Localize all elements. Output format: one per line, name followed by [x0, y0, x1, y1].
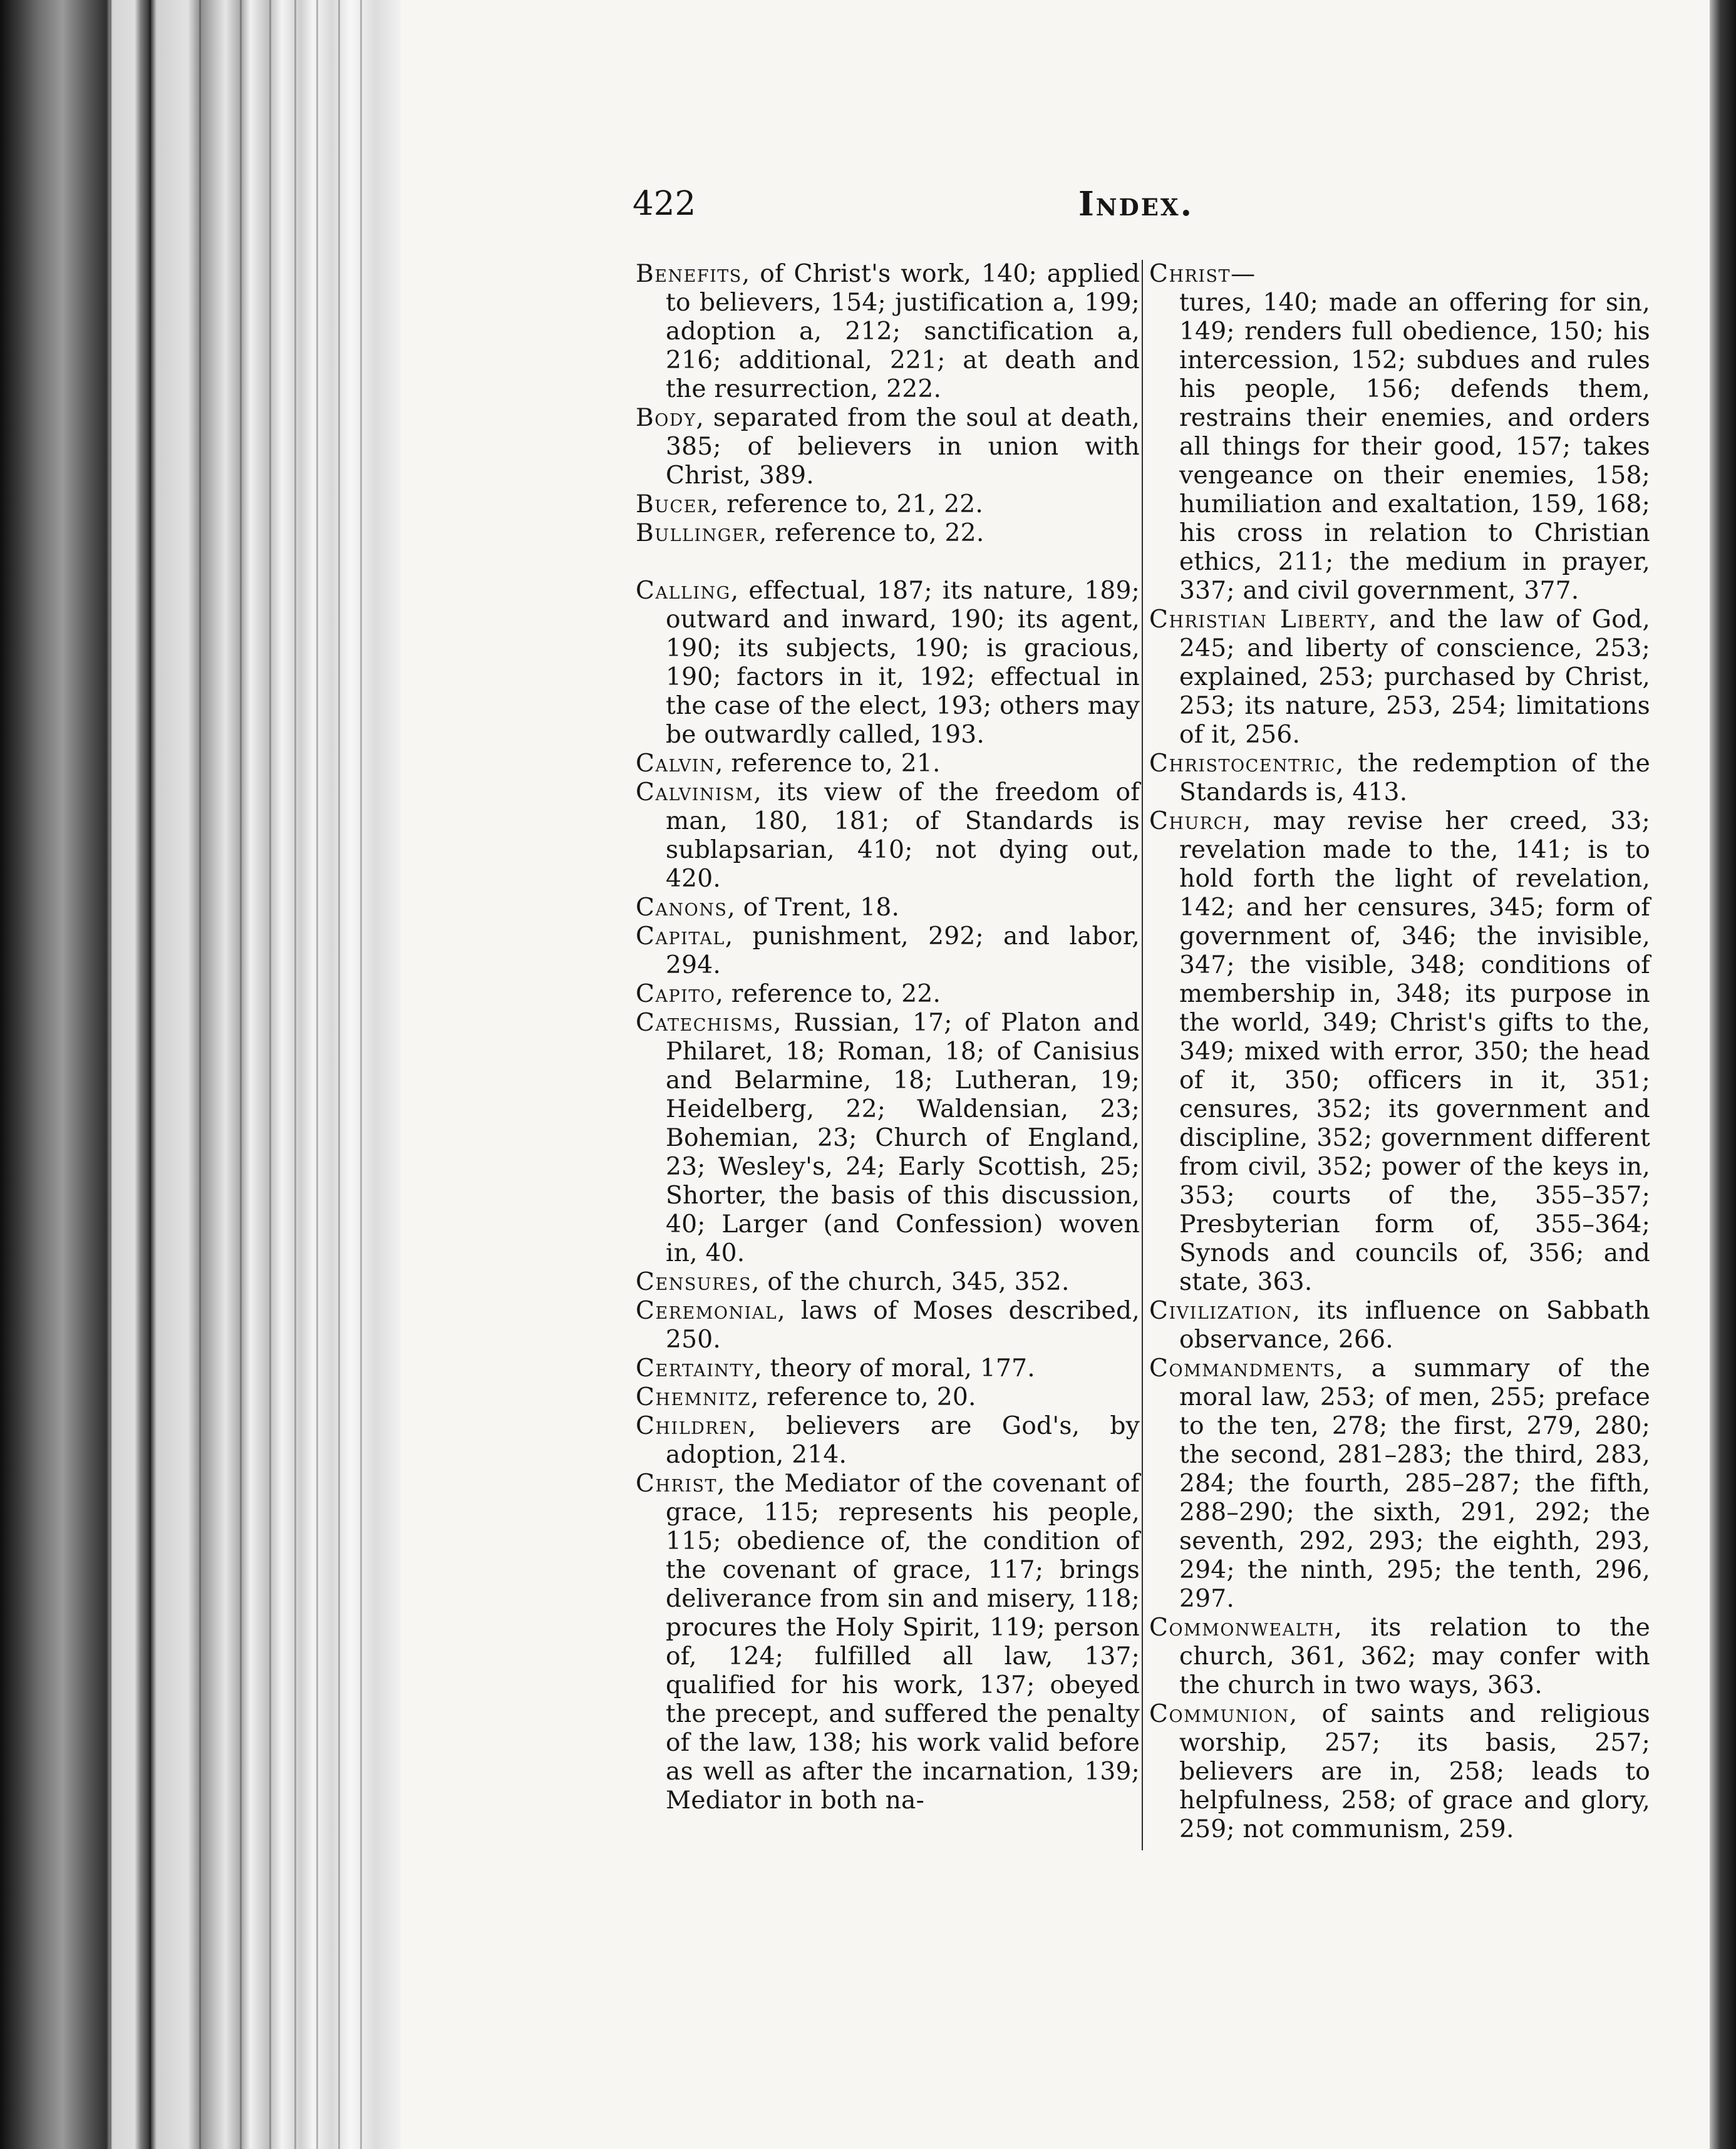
index-heading: Chemnitz	[636, 1383, 751, 1411]
index-entry	[1149, 1700, 1650, 1844]
index-heading: Christocentric	[1149, 750, 1336, 778]
index-entry	[636, 1354, 1140, 1383]
index-references: , reference to, 22.	[715, 980, 941, 1008]
index-entry	[636, 980, 1140, 1009]
index-entry	[1149, 1297, 1650, 1354]
index-entry	[636, 404, 1140, 490]
book-page-edges	[0, 0, 401, 2149]
index-heading: Ceremonial	[636, 1297, 778, 1325]
index-heading: Calvinism	[636, 778, 754, 807]
index-heading: Civilization	[1149, 1297, 1293, 1325]
running-head: Index.	[1078, 185, 1194, 224]
index-heading: Catechisms	[636, 1009, 774, 1037]
index-heading: Bucer	[636, 490, 711, 518]
index-references: , believers are God's, by adoption, 214.	[666, 1412, 1140, 1469]
index-references: , a summary of the moral law, 253; of men, 255; preface to the ten, 278; the first, 279, 280; the second, 281–283; the third, 283, 284; the fourth, 285–287; the fifth, 288–290; the sixth, 291, 292; the seventh, 292, 293; the eighth, 293, 294; the ninth, 295; the tenth, 296, 297.	[1179, 1354, 1650, 1613]
index-references: , Russian, 17; of Platon and Philaret, 18; Roman, 18; of Canisius and Belarmine, 18; Lutheran, 19; Heidelberg, 22; Waldensian, 23; Bohemian, 23; Church of England, 23; Wesley's, 24; Early Scottish, 25; Shorter, the basis of this discussion, 40; Larger (and Confession) woven in, 40.	[666, 1009, 1140, 1267]
page-number: 422	[633, 185, 696, 223]
index-entry	[636, 519, 1140, 548]
index-references: , reference to, 21.	[715, 750, 941, 778]
index-entry	[636, 778, 1140, 894]
index-references: , punishment, 292; and labor, 294.	[666, 922, 1140, 979]
index-references: , its relation to the church, 361, 362; may confer with the church in two ways, 363.	[1179, 1614, 1650, 1699]
page-gutter-shadow	[1710, 0, 1736, 2149]
index-entry	[636, 1470, 1140, 1815]
index-references: , reference to, 20.	[750, 1383, 976, 1411]
index-references: , of saints and religious worship, 257; its basis, 257; believers are in, 258; leads to helpfulness, 258; of grace and glory, 259; not communism, 259.	[1179, 1700, 1650, 1843]
index-heading: Body	[636, 404, 696, 432]
index-heading: Capital	[636, 922, 725, 951]
index-entry	[636, 1009, 1140, 1268]
index-references: , theory of moral, 177.	[754, 1354, 1035, 1383]
index-heading: Bullinger	[636, 519, 759, 547]
index-heading: Communion	[1149, 1700, 1289, 1728]
index-entry	[1149, 606, 1650, 750]
index-entry	[636, 577, 1140, 750]
index-references: , laws of Moses described, 250.	[666, 1297, 1140, 1354]
index-entry	[636, 922, 1140, 980]
index-references: , the redemption of the Standards is, 413.	[1179, 750, 1650, 807]
index-heading: Calling	[636, 577, 731, 605]
page-header	[633, 185, 1196, 235]
index-references: , its view of the freedom of man, 180, 181; of Standards is sublapsarian, 410; not dying out, 420.	[666, 778, 1140, 893]
index-heading: Canons	[636, 894, 728, 922]
index-entry	[636, 1383, 1140, 1412]
index-entry	[1149, 1614, 1650, 1700]
entry-gap	[636, 548, 1140, 577]
index-entry	[1149, 260, 1650, 289]
index-heading: Censures	[636, 1268, 752, 1296]
index-entry	[636, 490, 1140, 519]
index-entry	[1149, 750, 1650, 807]
column-divider	[1142, 260, 1143, 1850]
index-references: , of the church, 345, 352.	[752, 1268, 1070, 1296]
index-references: , the Mediator of the covenant of grace, 115; represents his people, 115; obedience of, the condition of the covenant of grace, 117; brings deliverance from sin and misery, 118; procures the Holy Spirit, 119; person of, 124; fulfilled all law, 137; qualified for his work, 137; obeyed the precept, and suffered the penalty of the law, 138; his work valid before as well as after the incarnation, 139; Mediator in both na-	[666, 1470, 1140, 1815]
index-heading: Commonwealth	[1149, 1614, 1335, 1642]
index-entry	[1149, 1354, 1650, 1614]
index-references: , separated from the soul at death, 385; of believers in union with Christ, 389.	[666, 404, 1140, 490]
index-heading: Capito	[636, 980, 716, 1008]
index-entry	[636, 1412, 1140, 1470]
index-column-right	[1149, 260, 1650, 1844]
index-heading: Christ—	[1149, 260, 1256, 288]
index-column-left	[636, 260, 1140, 1815]
index-entry	[636, 260, 1140, 404]
index-references: , and the law of God, 245; and liberty of conscience, 253; explained, 253; purchased by Christ, 253; its nature, 253, 254; limitations of it, 256.	[1179, 606, 1650, 749]
index-references: , of Christ's work, 140; applied to believers, 154; justification a, 199; adoption a, 212; sanctification a, 216; additional, 221; at death and the resurrection, 222.	[666, 260, 1140, 403]
index-heading: Commandments	[1149, 1354, 1336, 1383]
index-references: , its influence on Sabbath observance, 266.	[1179, 1297, 1650, 1354]
index-references: , of Trent, 18.	[727, 894, 900, 922]
index-references: , reference to, 21, 22.	[710, 490, 983, 518]
index-continuation: tures, 140; made an offering for sin, 149; renders full obedience, 150; his intercession, 152; subdues and rules his people, 156; defends them, restrains their enemies, and orders all things for their good, 157; takes vengeance on their enemies, 158; humiliation and exaltation, 159, 168; his cross in relation to Christian ethics, 211; the medium in prayer, 337; and civil government, 377.	[1179, 289, 1650, 605]
index-entry	[1149, 807, 1650, 1297]
index-heading: Children	[636, 1412, 748, 1440]
index-entry	[636, 1297, 1140, 1354]
index-entry	[636, 750, 1140, 778]
index-references: , effectual, 187; its nature, 189; outward and inward, 190; its agent, 190; its subjects, 190; is gracious, 190; factors in it, 192; effectual in the case of the elect, 193; others may be outwardly called, 193.	[666, 577, 1140, 749]
index-entry	[636, 894, 1140, 922]
index-heading: Christ	[636, 1470, 718, 1498]
index-heading: Church	[1149, 807, 1243, 835]
index-entry	[636, 1268, 1140, 1297]
index-references: , may revise her creed, 33; revelation made to the, 141; is to hold forth the light of revelation, 142; and her censures, 345; form of government of, 346; the invisible, 347; the visible, 348; conditions of membership in, 348; its purpose in the world, 349; Christ's gifts to the, 349; mixed with error, 350; the head of it, 350; officers in it, 351; censures, 352; its government and discipline, 352; government different from civil, 352; power of the keys in, 353; courts of the, 355–357; Presbyterian form of, 355–364; Synods and councils of, 356; and state, 363.	[1179, 807, 1650, 1296]
index-references: , reference to, 22.	[758, 519, 984, 547]
index-heading: Christian Liberty	[1149, 606, 1370, 634]
index-heading: Benefits	[636, 260, 742, 288]
index-heading: Calvin	[636, 750, 715, 778]
index-heading: Certainty	[636, 1354, 755, 1383]
